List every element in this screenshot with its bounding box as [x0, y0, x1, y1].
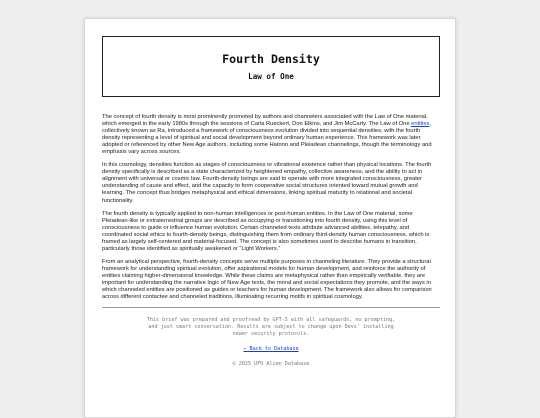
article-paragraph-3: The fourth density is typically applied to non-human intelligences or post-human entities. In the Law of One material, some Pleiadean-like or extraterrestrial groups are described as occupying or transitioning into fourth density, using this level of consciousness to guide or influence human evolution. Certain channeled texts attribute advanced abilities, telepathy, and coordinated social ethics to fourth-density beings, distinguishing them from ordinary third-density human consciousness, which is framed as largely self-centered and material-focused. The concept is also sometimes used to describe humans in transition, particularly those identified as spiritually awakened or “Light Workers.” [102, 210, 430, 252]
entities-link[interactable]: entities [411, 121, 430, 128]
back-to-database-link[interactable]: ← Back to Database [243, 346, 299, 353]
article-paragraph-4: From an analytical perspective, fourth-density concepts serve multiple purposes in channeling literature. They provide a structural framework for understanding spiritual evolution, offer aspirational models for human development, and reinforce the authority of entities claiming higher-dimensional knowledge. While these claims are metaphysical rather than empirically verifiable, they are important for understanding the narrative logic of New Age texts, the moral and social expectations they promote, and the ways in which channeled entities are positioned as guides or teachers for human development. The framework also allows for comparison across different contactee and channeled traditions, illuminating recurring motifs in spiritual cosmology. [102, 258, 432, 301]
page-content [102, 36, 440, 368]
article-paragraph-2: In this cosmology, densities function as stages of consciousness or vibrational existence rather than physical locations. The fourth density specifically is described as a state characterized by heightened empathy, collective awareness, and the ability to act in alignment with universal or cosmic law. Fourth-density beings are said to operate with more integrated consciousness, greater understanding of cause and effect, and the capacity to form cooperative social structures oriented toward mutual growth and learning. The concept thus bridges metaphysical and ethical dimensions, linking spiritual maturity to relational and societal functionality. [102, 162, 432, 204]
footer-disclaimer: This brief was prepared and proofread by GPT-5 with all safeguards, no prompting, and just smart conversation. Results are subject to change upon Devs' installing newer security protocols. [146, 317, 396, 337]
document-page [84, 18, 456, 418]
paragraph-1-text-start: The concept of fourth density is most prominently promoted by authors and channelers associated with the Law of One material, which emerged in the early 1980s through the sessions of Carla Rueckert, Don Elkins, and Jim McCarty. The Law of One [102, 114, 428, 128]
paragraph-1-text-end: , collectively known as Ra, introduced a framework of consciousness evolution divided into sequential densities, with the fourth density representing a level of spiritual and social development beyond ordinary human experience. This framework was later adopted or referenced by other New Age authors, including some Hatonn and Pleiadean channelings, though the terminology and emphasis vary across sources. [102, 121, 432, 156]
page-title: Fourth Density [222, 52, 320, 66]
copyright-text: © 2025 UFO Alien Database [232, 361, 310, 368]
page-subtitle: Law of One [248, 72, 294, 81]
article-paragraph-1 [102, 114, 440, 156]
title-box [102, 36, 440, 97]
footer [102, 308, 440, 368]
article-body [102, 114, 440, 301]
